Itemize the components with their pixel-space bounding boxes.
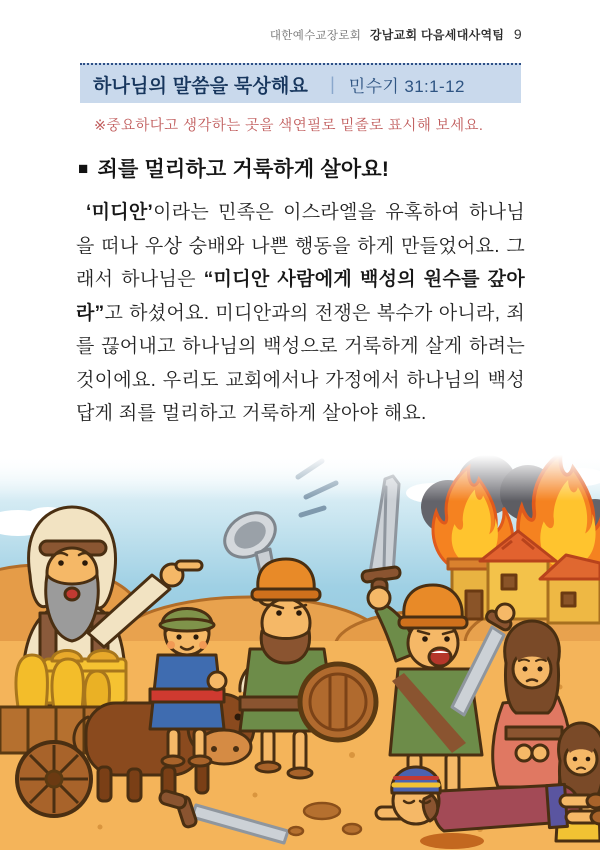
page-header: [80, 26, 522, 43]
lesson-heading: [78, 153, 522, 183]
top-fade: [0, 455, 600, 501]
bold-term-midian: ‘미디안’: [86, 202, 154, 223]
team-name: 강남교회 다음세대사역팀: [369, 28, 505, 42]
title-separator: |: [330, 73, 335, 94]
bible-story-illustration: [0, 455, 600, 850]
bold-quote: “미디안 사람에게 백성의 원수를 갚아라”: [76, 269, 525, 324]
page-number: 9: [513, 26, 522, 42]
lesson-heading-text: 죄를 멀리하고 거룩하게 살아요!: [97, 158, 390, 181]
section-title: 하나님의 말씀을 묵상해요: [93, 75, 309, 97]
paragraph-segment: 고 하셨어요. 미디안과의 전쟁은 복수가 아니라, 죄를 끊어내고 하나님의 백성으로 거룩하게 살게 하려는 것이에요. 우리도 교회에서나 가정에서 하나님의 백성답게 죄를 멀리하고 거룩하게 살아야 해요.: [76, 302, 525, 424]
lesson-paragraph: [76, 196, 525, 431]
paragraph-segment: 이라는 민족은 이스라엘을 유혹하여 하나님을 떠나 우상 숭배와 나쁜 행동을 하게 만들었어요. 그래서 하나님은: [76, 202, 525, 290]
org-name: 대한예수교장로회: [269, 30, 362, 42]
underline-instruction-note: ※중요하다고 생각하는 곳을 색연필로 밑줄로 표시해 보세요.: [94, 118, 484, 134]
square-bullet-icon: ■: [78, 159, 89, 178]
title-bar: [80, 63, 521, 103]
scripture-reference: 민수기 31:1-12: [348, 76, 465, 96]
